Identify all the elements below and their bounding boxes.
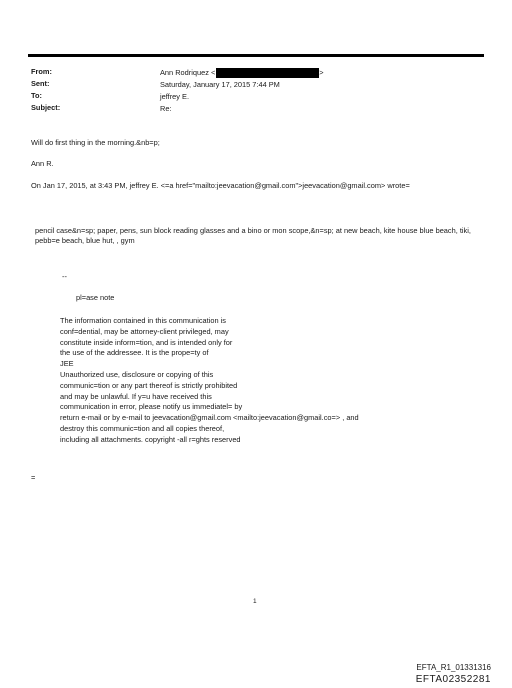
signature: Ann R. — [31, 159, 54, 168]
disclaimer-line: communic=tion or any part thereof is strictly prohibited — [60, 380, 238, 390]
to-row — [31, 91, 324, 103]
disclaimer-line: including all attachments. copyright -all r=ghts reserved — [60, 434, 241, 444]
body-line-1: Will do first thing in the morning.&nb=p; — [31, 138, 160, 147]
disclaimer-line: destroy this communic=tion and all copies thereof, — [60, 423, 225, 433]
disclaimer-line: communication in error, please notify us immediatel= by — [60, 402, 243, 412]
equals-mark: = — [31, 473, 36, 482]
disclaimer-line: return e-mail or by e-mail to jeevacation@gmail.com <mailto:jeevacation@gmail.co=> , and — [60, 413, 359, 423]
quote-intro: On Jan 17, 2015, at 3:43 PM, jeffrey E. <=a href="mailto:jeevacation@gmail.com">jeevacation@gmail.com> wrote= — [31, 181, 410, 190]
to-label: To: — [31, 91, 42, 100]
document-id-1: EFTA_R1_01331316 — [416, 663, 491, 672]
subject-label: Subject: — [31, 103, 61, 112]
disclaimer-line: the use of the addressee. It is the prope=ty of — [60, 348, 209, 358]
document-id-2: EFTA02352281 — [415, 674, 491, 685]
from-suffix: > — [319, 68, 324, 78]
disclaimer-line: conf=dential, may be attorney-client privileged, may — [60, 326, 229, 336]
from-row — [31, 67, 324, 79]
list-text: pencil case&n=sp; paper, pens, sun block reading glasses and a bino or mon scope,&n=sp; at new beach, kite house blue beach, tiki, pebb=e beach, blue hut, , gym — [35, 226, 471, 245]
disclaimer-line: Unauthorized use, disclosure or copying of this — [60, 369, 214, 379]
sent-row — [31, 79, 324, 91]
from-value: Ann Rodriquez < — [160, 68, 216, 78]
disclaimer-line: JEE — [60, 359, 74, 369]
email-header — [31, 67, 324, 115]
subject-row — [31, 103, 324, 115]
from-label: From: — [31, 67, 52, 76]
disclaimer-line: The information contained in this communication is — [60, 316, 226, 325]
page-number: 1 — [253, 598, 257, 605]
subject-value: Re: — [160, 104, 172, 114]
disclaimer — [60, 316, 359, 446]
disclaimer-line: and may be unlawful. If y=u have received this — [60, 391, 212, 401]
dash-separator: -- — [62, 272, 67, 281]
sent-value: Saturday, January 17, 2015 7:44 PM — [160, 80, 280, 90]
please-note: pl=ase note — [76, 293, 115, 302]
sent-label: Sent: — [31, 79, 50, 88]
disclaimer-line: constitute inside inform=tion, and is intended only for — [60, 337, 233, 347]
header-rule — [28, 54, 484, 57]
redaction-box — [216, 68, 319, 78]
to-value: jeffrey E. — [160, 92, 190, 102]
